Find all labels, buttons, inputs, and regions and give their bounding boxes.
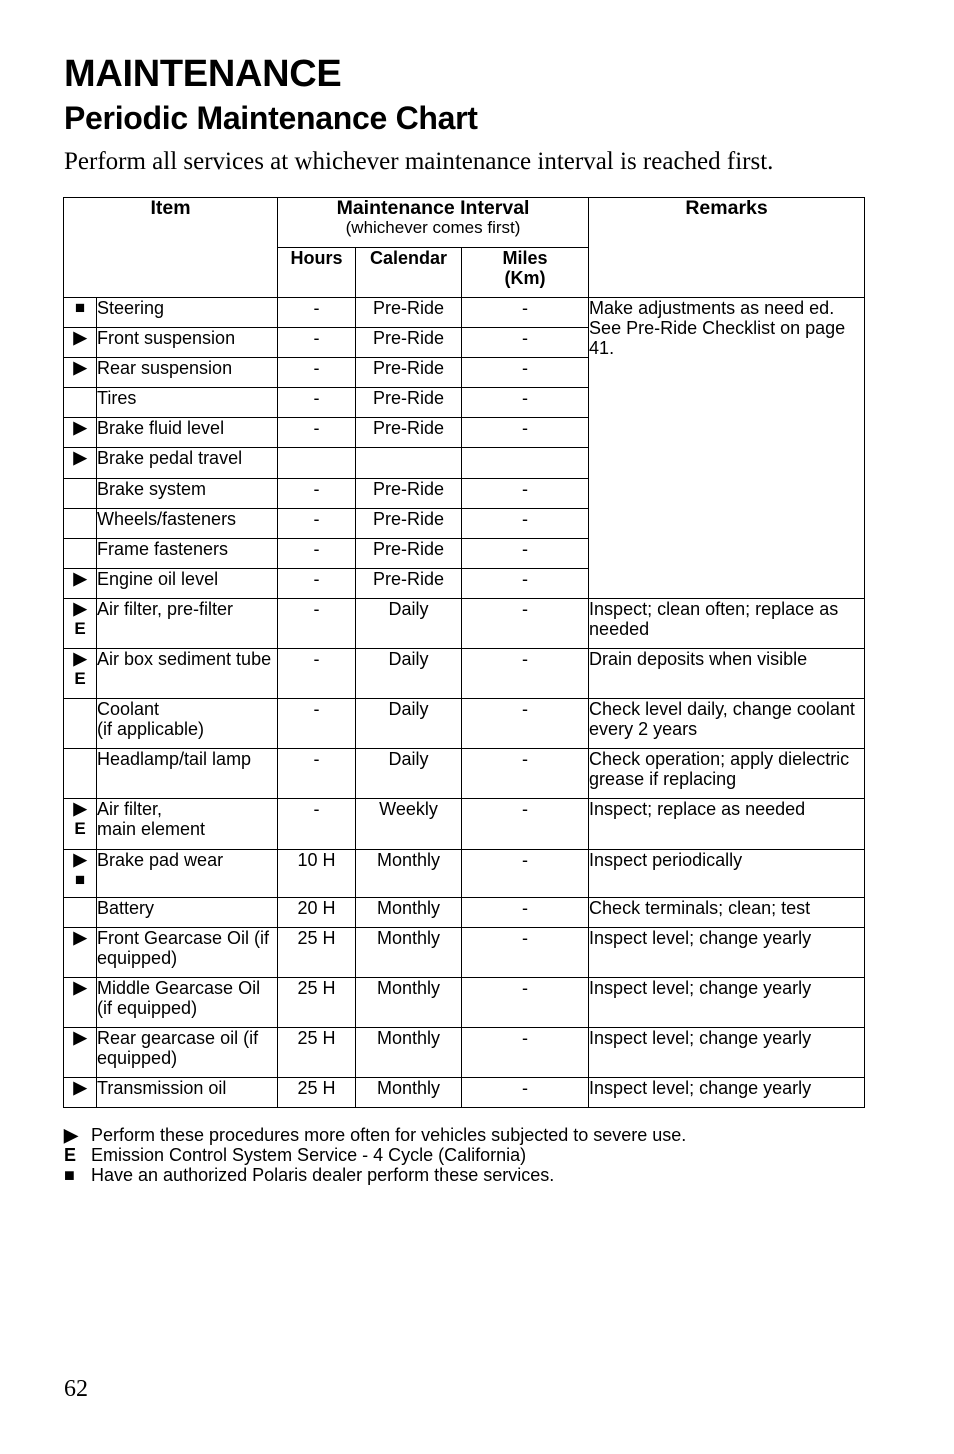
row-calendar: Monthly <box>356 898 462 928</box>
row-item: Air box sediment tube <box>97 649 278 699</box>
row-miles: - <box>462 898 589 928</box>
row-miles: - <box>462 699 589 749</box>
row-symbol: ▶ <box>64 358 97 388</box>
row-item: Air filter, main element <box>97 799 278 850</box>
row-calendar: Pre-Ride <box>356 569 462 599</box>
row-hours: 20 H <box>278 898 356 928</box>
row-remarks: Inspect periodically <box>589 850 865 898</box>
row-item: Middle Gearcase Oil (if equipped) <box>97 978 278 1028</box>
table-row <box>64 699 865 749</box>
row-hours: - <box>278 479 356 509</box>
row-item: Engine oil level <box>97 569 278 599</box>
row-hours: 10 H <box>278 850 356 898</box>
row-item: Front Gearcase Oil (if equipped) <box>97 928 278 978</box>
row-item: Brake pad wear <box>97 850 278 898</box>
intro-text: Perform all services at whichever maintenance interval is reached first. <box>64 148 774 175</box>
row-hours: 25 H <box>278 1028 356 1078</box>
row-symbol: ▶ ■ <box>64 850 97 898</box>
row-miles: - <box>462 298 589 328</box>
row-item: Brake fluid level <box>97 418 278 448</box>
row-item: Air filter, pre-filter <box>97 599 278 649</box>
row-hours: - <box>278 509 356 539</box>
page-subheading: Periodic Maintenance Chart <box>64 100 478 136</box>
table-body <box>64 298 865 1108</box>
row-symbol <box>64 699 97 749</box>
row-item: Brake system <box>97 479 278 509</box>
row-symbol <box>64 479 97 509</box>
row-remarks: Inspect; clean often; replace as needed <box>589 599 865 649</box>
page-number: 62 <box>64 1376 88 1402</box>
header-remarks: Remarks <box>589 198 865 298</box>
row-hours: - <box>278 539 356 569</box>
row-item: Battery <box>97 898 278 928</box>
row-symbol <box>64 388 97 418</box>
header-maintenance-interval <box>278 198 589 248</box>
row-calendar: Weekly <box>356 799 462 850</box>
row-miles: - <box>462 509 589 539</box>
row-miles: - <box>462 569 589 599</box>
row-hours: - <box>278 569 356 599</box>
row-hours: - <box>278 298 356 328</box>
row-item: Transmission oil <box>97 1078 278 1108</box>
page-heading: MAINTENANCE <box>64 53 342 95</box>
legend-text: Emission Control System Service - 4 Cycle (California) <box>91 1145 527 1165</box>
row-symbol: ▶ <box>64 418 97 448</box>
row-hours: - <box>278 649 356 699</box>
header-hours: Hours <box>278 248 356 298</box>
row-item: Wheels/fasteners <box>97 509 278 539</box>
header-km-label: (Km) <box>504 268 546 288</box>
row-item: Coolant (if applicable) <box>97 699 278 749</box>
row-calendar <box>356 448 462 479</box>
row-hours <box>278 448 356 479</box>
table-row <box>64 799 865 850</box>
row-hours: 25 H <box>278 1078 356 1108</box>
row-remarks: Inspect level; change yearly <box>589 978 865 1028</box>
table-row <box>64 1078 865 1108</box>
header-item: Item <box>64 198 278 298</box>
table-row <box>64 850 865 898</box>
table-row <box>64 978 865 1028</box>
legend <box>64 1125 686 1185</box>
legend-symbol: ■ <box>64 1165 75 1185</box>
row-calendar: Pre-Ride <box>356 418 462 448</box>
legend-text: Have an authorized Polaris dealer perform these services. <box>91 1165 555 1185</box>
row-remarks: Drain deposits when visible <box>589 649 865 699</box>
row-item: Brake pedal travel <box>97 448 278 479</box>
row-miles: - <box>462 599 589 649</box>
row-hours: - <box>278 599 356 649</box>
row-remarks: Inspect; replace as needed <box>589 799 865 850</box>
table-row <box>64 928 865 978</box>
row-item: Rear suspension <box>97 358 278 388</box>
row-calendar: Monthly <box>356 928 462 978</box>
row-miles: - <box>462 479 589 509</box>
row-symbol: ▶ E <box>64 599 97 649</box>
table-row <box>64 898 865 928</box>
table-header-row <box>64 198 865 248</box>
row-symbol: ▶ <box>64 569 97 599</box>
row-calendar: Pre-Ride <box>356 328 462 358</box>
row-calendar: Pre-Ride <box>356 509 462 539</box>
row-symbol: ▶ <box>64 928 97 978</box>
table-row <box>64 599 865 649</box>
row-calendar: Monthly <box>356 1078 462 1108</box>
row-hours: - <box>278 328 356 358</box>
row-miles: - <box>462 388 589 418</box>
row-remarks: Check operation; apply dielectric grease if replacing <box>589 749 865 799</box>
row-calendar: Pre-Ride <box>356 479 462 509</box>
row-symbol <box>64 539 97 569</box>
row-symbol: ▶ <box>64 1078 97 1108</box>
row-symbol <box>64 509 97 539</box>
row-hours: 25 H <box>278 928 356 978</box>
row-remarks: Check terminals; clean; test <box>589 898 865 928</box>
row-miles: - <box>462 418 589 448</box>
row-miles: - <box>462 358 589 388</box>
row-symbol <box>64 749 97 799</box>
row-hours: 25 H <box>278 978 356 1028</box>
row-calendar: Monthly <box>356 850 462 898</box>
row-hours: - <box>278 749 356 799</box>
row-symbol <box>64 898 97 928</box>
row-calendar: Pre-Ride <box>356 358 462 388</box>
row-miles: - <box>462 1028 589 1078</box>
row-symbol: ■ <box>64 298 97 328</box>
row-symbol: ▶ <box>64 328 97 358</box>
row-miles <box>462 448 589 479</box>
row-miles: - <box>462 1078 589 1108</box>
row-calendar: Monthly <box>356 978 462 1028</box>
row-miles: - <box>462 850 589 898</box>
row-calendar: Daily <box>356 599 462 649</box>
row-remarks: Check level daily, change coolant every 2 years <box>589 699 865 749</box>
row-calendar: Monthly <box>356 1028 462 1078</box>
header-miles <box>462 248 589 298</box>
legend-symbol: E <box>64 1145 77 1165</box>
legend-text: Perform these procedures more often for vehicles subjected to severe use. <box>91 1125 687 1145</box>
row-symbol: ▶ <box>64 978 97 1028</box>
row-miles: - <box>462 928 589 978</box>
table-row <box>64 649 865 699</box>
header-interval-note: (whichever comes first) <box>345 218 521 237</box>
legend-symbol: ▶ <box>64 1125 78 1145</box>
row-item: Headlamp/tail lamp <box>97 749 278 799</box>
row-calendar: Daily <box>356 649 462 699</box>
row-symbol: ▶ E <box>64 799 97 850</box>
row-calendar: Pre-Ride <box>356 298 462 328</box>
row-remarks: Make adjustments as need ed. See Pre-Ride Checklist on page 41. <box>589 298 865 599</box>
row-hours: - <box>278 418 356 448</box>
table-row <box>64 749 865 799</box>
row-item: Rear gearcase oil (if equipped) <box>97 1028 278 1078</box>
row-symbol: ▶ <box>64 448 97 479</box>
row-miles: - <box>462 539 589 569</box>
legend-item <box>64 1145 686 1165</box>
table-row <box>64 298 865 328</box>
row-miles: - <box>462 649 589 699</box>
row-calendar: Daily <box>356 749 462 799</box>
row-miles: - <box>462 328 589 358</box>
row-remarks: Inspect level; change yearly <box>589 1078 865 1108</box>
row-item: Tires <box>97 388 278 418</box>
row-miles: - <box>462 749 589 799</box>
row-calendar: Pre-Ride <box>356 388 462 418</box>
row-hours: - <box>278 388 356 418</box>
row-calendar: Pre-Ride <box>356 539 462 569</box>
row-remarks: Inspect level; change yearly <box>589 928 865 978</box>
legend-item <box>64 1165 686 1185</box>
legend-item <box>64 1125 686 1145</box>
row-item: Frame fasteners <box>97 539 278 569</box>
row-remarks: Inspect level; change yearly <box>589 1028 865 1078</box>
row-symbol: ▶ E <box>64 649 97 699</box>
row-miles: - <box>462 978 589 1028</box>
row-calendar: Daily <box>356 699 462 749</box>
header-miles-label: Miles <box>502 248 548 268</box>
row-item: Front suspension <box>97 328 278 358</box>
table-row <box>64 1028 865 1078</box>
row-hours: - <box>278 358 356 388</box>
maintenance-table <box>63 197 865 1108</box>
header-calendar: Calendar <box>356 248 462 298</box>
row-item: Steering <box>97 298 278 328</box>
row-hours: - <box>278 799 356 850</box>
header-interval-label: Maintenance Interval <box>336 197 530 219</box>
row-hours: - <box>278 699 356 749</box>
row-miles: - <box>462 799 589 850</box>
row-symbol: ▶ <box>64 1028 97 1078</box>
